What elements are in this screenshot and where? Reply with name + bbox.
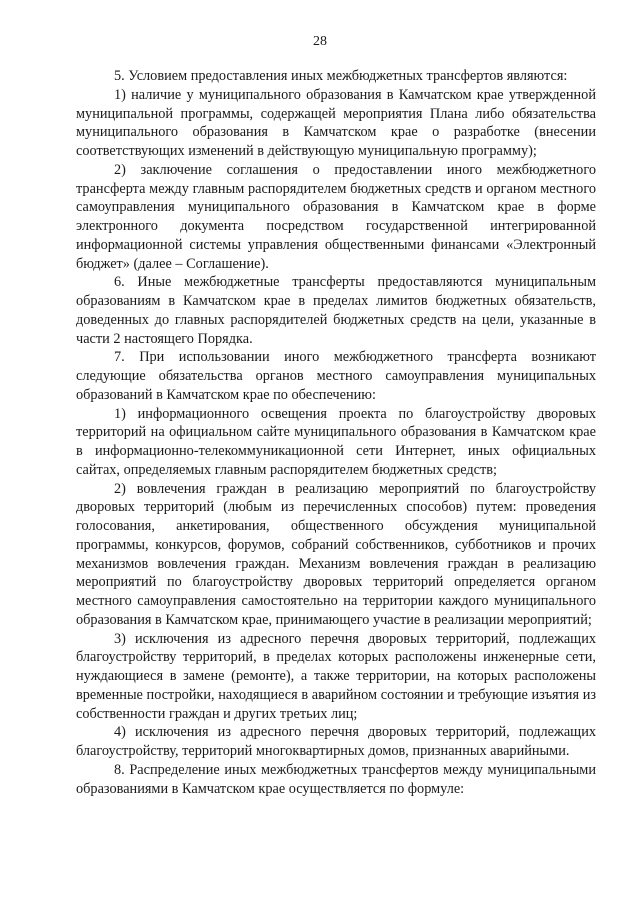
- paragraph-7-item-4: 4) исключения из адресного перечня дворовых территорий, подлежащих благоустройству, территорий многоквартирных домов, признанных аварийными.: [76, 724, 596, 759]
- paragraph-5-intro: 5. Условием предоставления иных межбюджетных трансфертов являются:: [114, 68, 568, 84]
- paragraph-8: 8. Распределение иных межбюджетных трансфертов между муниципальными образованиями в Камчатском крае осуществляется по формуле:: [76, 761, 596, 797]
- paragraph-5-item-1: 1) наличие у муниципального образования в Камчатском крае утвержденной муниципальной программы, содержащей мероприятия Плана либо обязательства муниципального образования в Камчатском крае о разработке (внесении соответствующих изменений в действующую муниципальную программу);: [76, 86, 596, 159]
- document-body: [76, 67, 596, 798]
- paragraph-7-item-2: 2) вовлечения граждан в реализацию мероприятий по благоустройству дворовых территорий (любым из перечисленных способов) путем: проведения голосования, анкетирования, общественного обсуждения муниципальной программы, конкурсов, форумов, собраний собственников, субботников и прочих механизмов вовлечения граждан. Механизм вовлечения граждан в реализацию мероприятий по благоустройству дворовых территорий определяется органом местного самоуправления самостоятельно на территории каждого муниципального образования в Камчатском крае, принимающего участие в реализации мероприятий;: [76, 480, 596, 628]
- paragraph-7-intro: 7. При использовании иного межбюджетного трансферта возникают следующие обязательства органов местного самоуправления муниципальных образований в Камчатском крае по обеспечению:: [76, 349, 596, 403]
- paragraph-6: 6. Иные межбюджетные трансферты предоставляются муниципальным образованиям в Камчатском крае в пределах лимитов бюджетных обязательств, доведенных до главных распорядителей бюджетных средств на цели, указанные в части 2 настоящего Порядка.: [76, 274, 596, 347]
- page-number: 28: [313, 34, 327, 49]
- paragraph-7-item-3: 3) исключения из адресного перечня дворовых территорий, подлежащих благоустройству территорий, в пределах которых расположены инженерные сети, нуждающиеся в замене (ремонте), а также территории, на которых расположены временные постройки, находящиеся в аварийном состоянии и требующие изъятия из собственности граждан и других третьих лиц;: [76, 630, 596, 722]
- paragraph-7-item-1: 1) информационного освещения проекта по благоустройству дворовых территорий на официальном сайте муниципального образования в Камчатском крае в информационно-телекоммуникационной сети Интернет, иных официальных сайтах, определяемых главным распорядителем бюджетных средств;: [76, 405, 596, 478]
- paragraph-5-item-2: 2) заключение соглашения о предоставлении иного межбюджетного трансферта между главным распорядителем бюджетных средств и органом местного самоуправления муниципального образования в Камчатском крае в форме электронного документа посредством государственной интегрированной информационной системы управления общественными финансами «Электронный бюджет» (далее – Соглашение).: [76, 161, 596, 272]
